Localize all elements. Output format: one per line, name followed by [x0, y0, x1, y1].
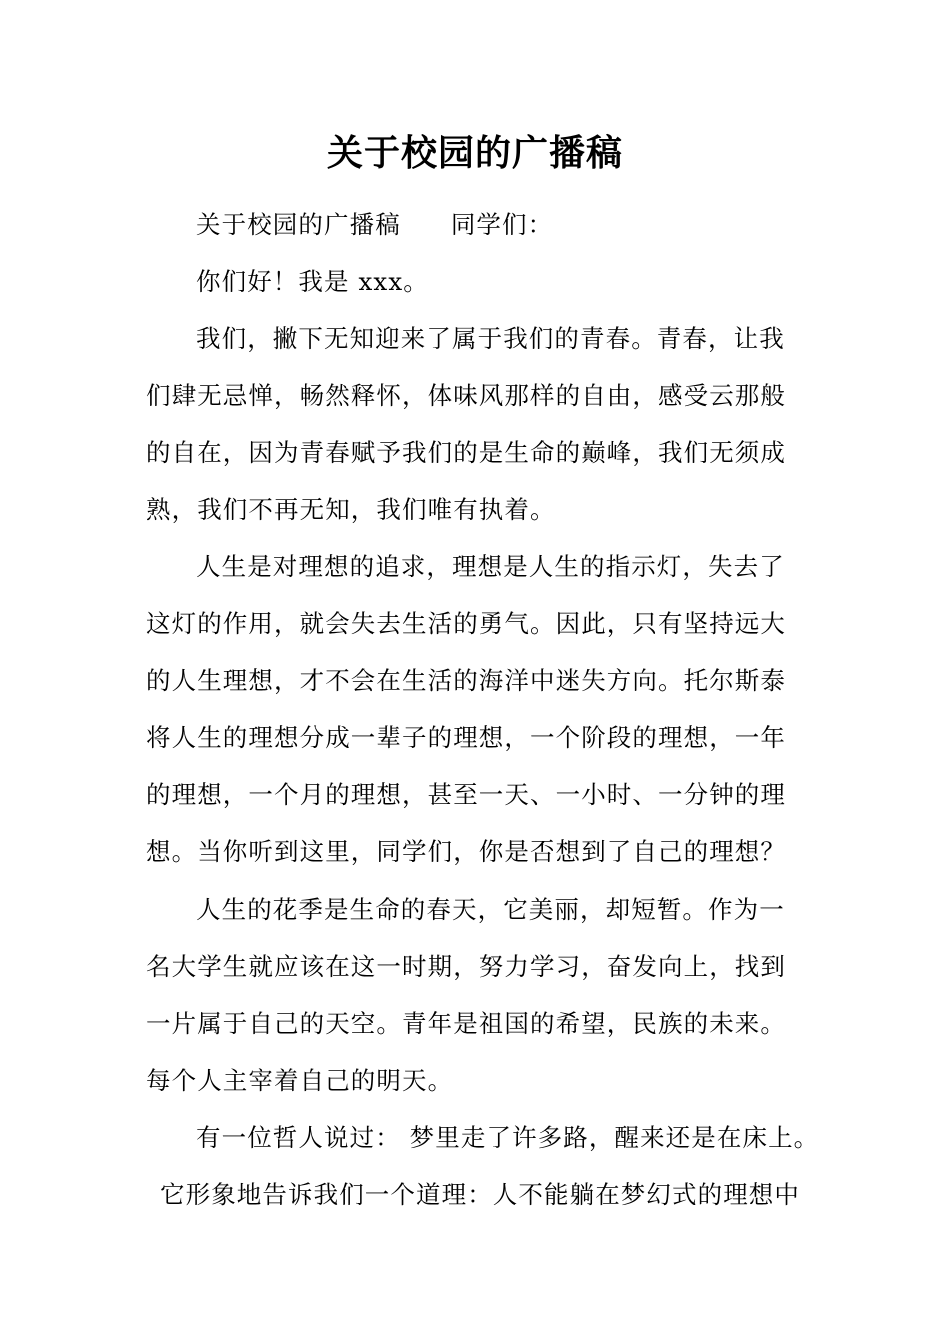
greeting-title: 关于校园的广播稿: [196, 210, 401, 239]
paragraph-line: 有一位哲人说过： 梦里走了许多路，醒来还是在床上。: [196, 1123, 820, 1152]
paragraph-line: 每个人主宰着自己的明天。: [146, 1066, 454, 1095]
paragraph-line: 一片属于自己的天空。青年是祖国的希望，民族的未来。: [146, 1009, 786, 1038]
paragraph-line: 你们好！我是 xxx。: [196, 267, 429, 296]
paragraph-line: 这灯的作用，就会失去生活的勇气。因此，只有坚持远大: [146, 609, 786, 638]
paragraph-line: 们肆无忌惮，畅然释怀，体味风那样的自由，感受云那般: [146, 381, 786, 410]
paragraph-line: 人生是对理想的追求，理想是人生的指示灯，失去了: [196, 552, 785, 581]
greeting-addressee: 同学们：: [450, 210, 554, 239]
paragraph-line: 我们，撇下无知迎来了属于我们的青春。青春，让我: [196, 324, 785, 353]
paragraph-line: 人生的花季是生命的春天，它美丽，却短暂。作为一: [196, 895, 785, 924]
document-title: 关于校园的广播稿: [326, 132, 623, 174]
paragraph-line: 的自在，因为青春赋予我们的是生命的巅峰，我们无须成: [146, 438, 786, 467]
paragraph-line: 将人生的理想分成一辈子的理想，一个阶段的理想，一年: [146, 723, 786, 752]
paragraph-line: 的人生理想，才不会在生活的海洋中迷失方向。托尔斯泰: [146, 666, 786, 695]
greeting-line: [196, 208, 553, 242]
paragraph-line: 它形象地告诉我们一个道理：人不能躺在梦幻式的理想中: [160, 1180, 800, 1209]
paragraph-line: 想。当你听到这里，同学们，你是否想到了自己的理想？: [146, 837, 786, 866]
paragraph-line: 熟，我们不再无知，我们唯有执着。: [146, 495, 556, 524]
paragraph-line: 名大学生就应该在这一时期，努力学习，奋发向上，找到: [146, 952, 786, 981]
paragraph-line: 的理想，一个月的理想，甚至一天、一小时、一分钟的理: [146, 780, 786, 809]
